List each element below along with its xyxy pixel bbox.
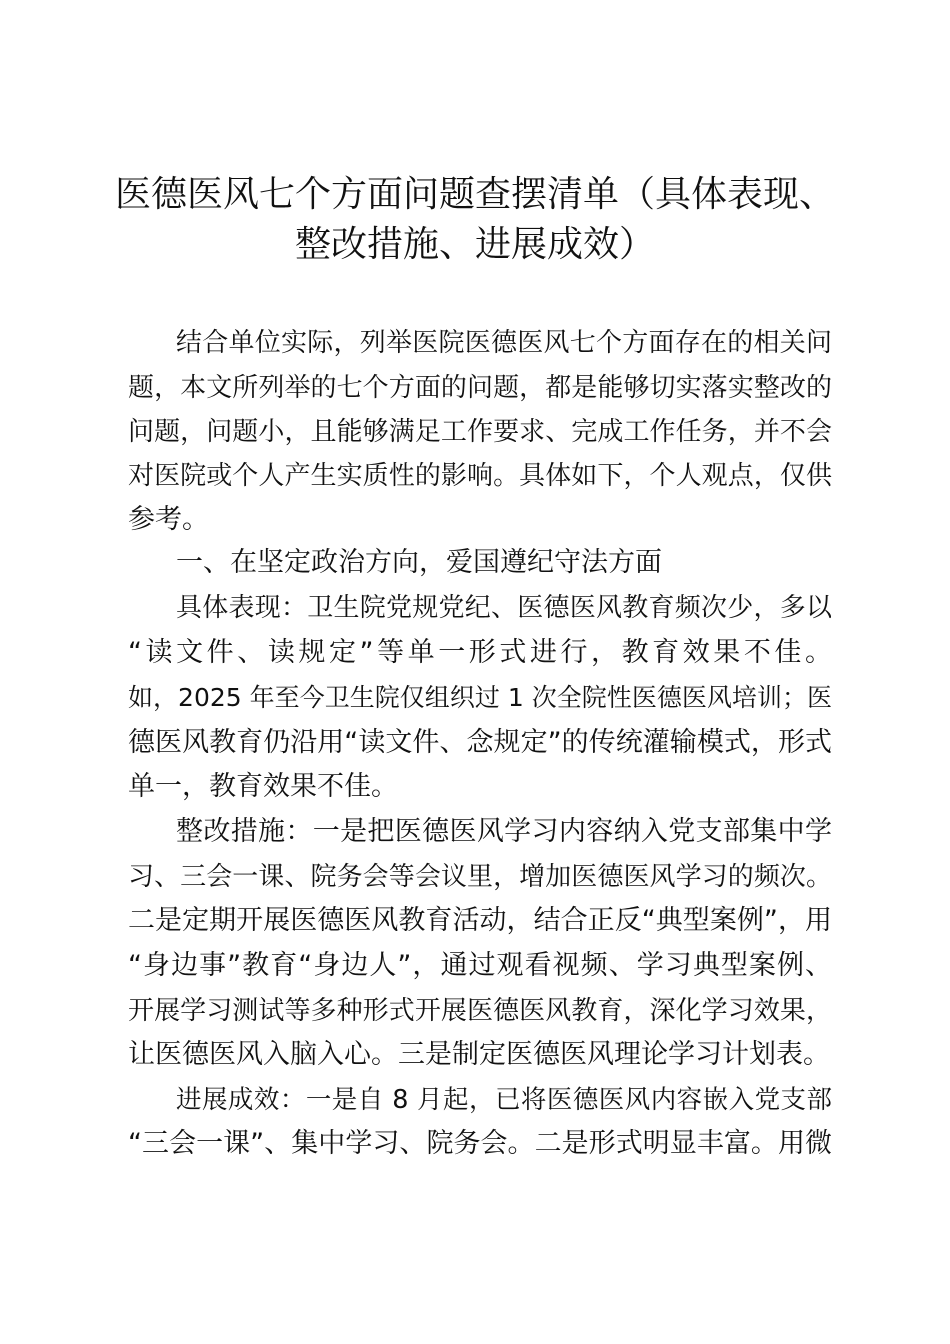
measures-paragraph-line: 开展学习测试等多种形式开展医德医风教育，深化学习效果， <box>128 996 832 1026</box>
performance-paragraph-line: 如，2025 年至今卫生院仅组织过 1 次全院性医德医风培训；医 <box>128 683 832 712</box>
section-heading: 一、在坚定政治方向，爱国遵纪守法方面 <box>176 547 662 578</box>
intro-paragraph-line: 参考。 <box>128 504 209 535</box>
intro-paragraph-line: 问题，问题小，且能够满足工作要求、完成工作任务，并不会 <box>128 417 832 447</box>
performance-paragraph-line: 单一，教育效果不佳。 <box>128 771 398 802</box>
intro-paragraph-line: 对医院或个人产生实质性的影响。具体如下，个人观点，仅供 <box>128 461 832 491</box>
measures-paragraph-line: 习、三会一课、院务会等会议里，增加医德医风学习的频次。 <box>128 862 832 892</box>
performance-paragraph-line: 具体表现：卫生院党规党纪、医德医风教育频次少，多以 <box>176 593 832 623</box>
measures-paragraph-line: “身边事”教育“身边人”，通过观看视频、学习典型案例、 <box>128 950 832 981</box>
performance-paragraph-line: “读文件、读规定”等单一形式进行，教育效果不佳。 <box>128 637 832 668</box>
document-title-line-1: 医德医风七个方面问题查摆清单（具体表现、 <box>114 174 835 215</box>
intro-paragraph-line: 题，本文所列举的七个方面的问题，都是能够切实落实整改的 <box>128 373 832 403</box>
progress-paragraph-line: “三会一课”、集中学习、院务会。二是形式明显丰富。用微 <box>128 1128 832 1159</box>
measures-paragraph-line: 二是定期开展医德医风教育活动，结合正反“典型案例”，用 <box>128 905 832 936</box>
document-title-line-2: 整改措施、进展成效） <box>294 224 655 265</box>
progress-paragraph-line: 进展成效：一是自 8 月起，已将医德医风内容嵌入党支部 <box>176 1085 832 1115</box>
measures-paragraph-line: 让医德医风入脑入心。三是制定医德医风理论学习计划表。 <box>128 1039 830 1070</box>
performance-paragraph-line: 德医风教育仍沿用“读文件、念规定”的传统灌输模式，形式 <box>128 727 832 758</box>
measures-paragraph-line: 整改措施：一是把医德医风学习内容纳入党支部集中学 <box>176 816 832 847</box>
intro-paragraph-line: 结合单位实际，列举医院医德医风七个方面存在的相关问 <box>176 328 832 358</box>
